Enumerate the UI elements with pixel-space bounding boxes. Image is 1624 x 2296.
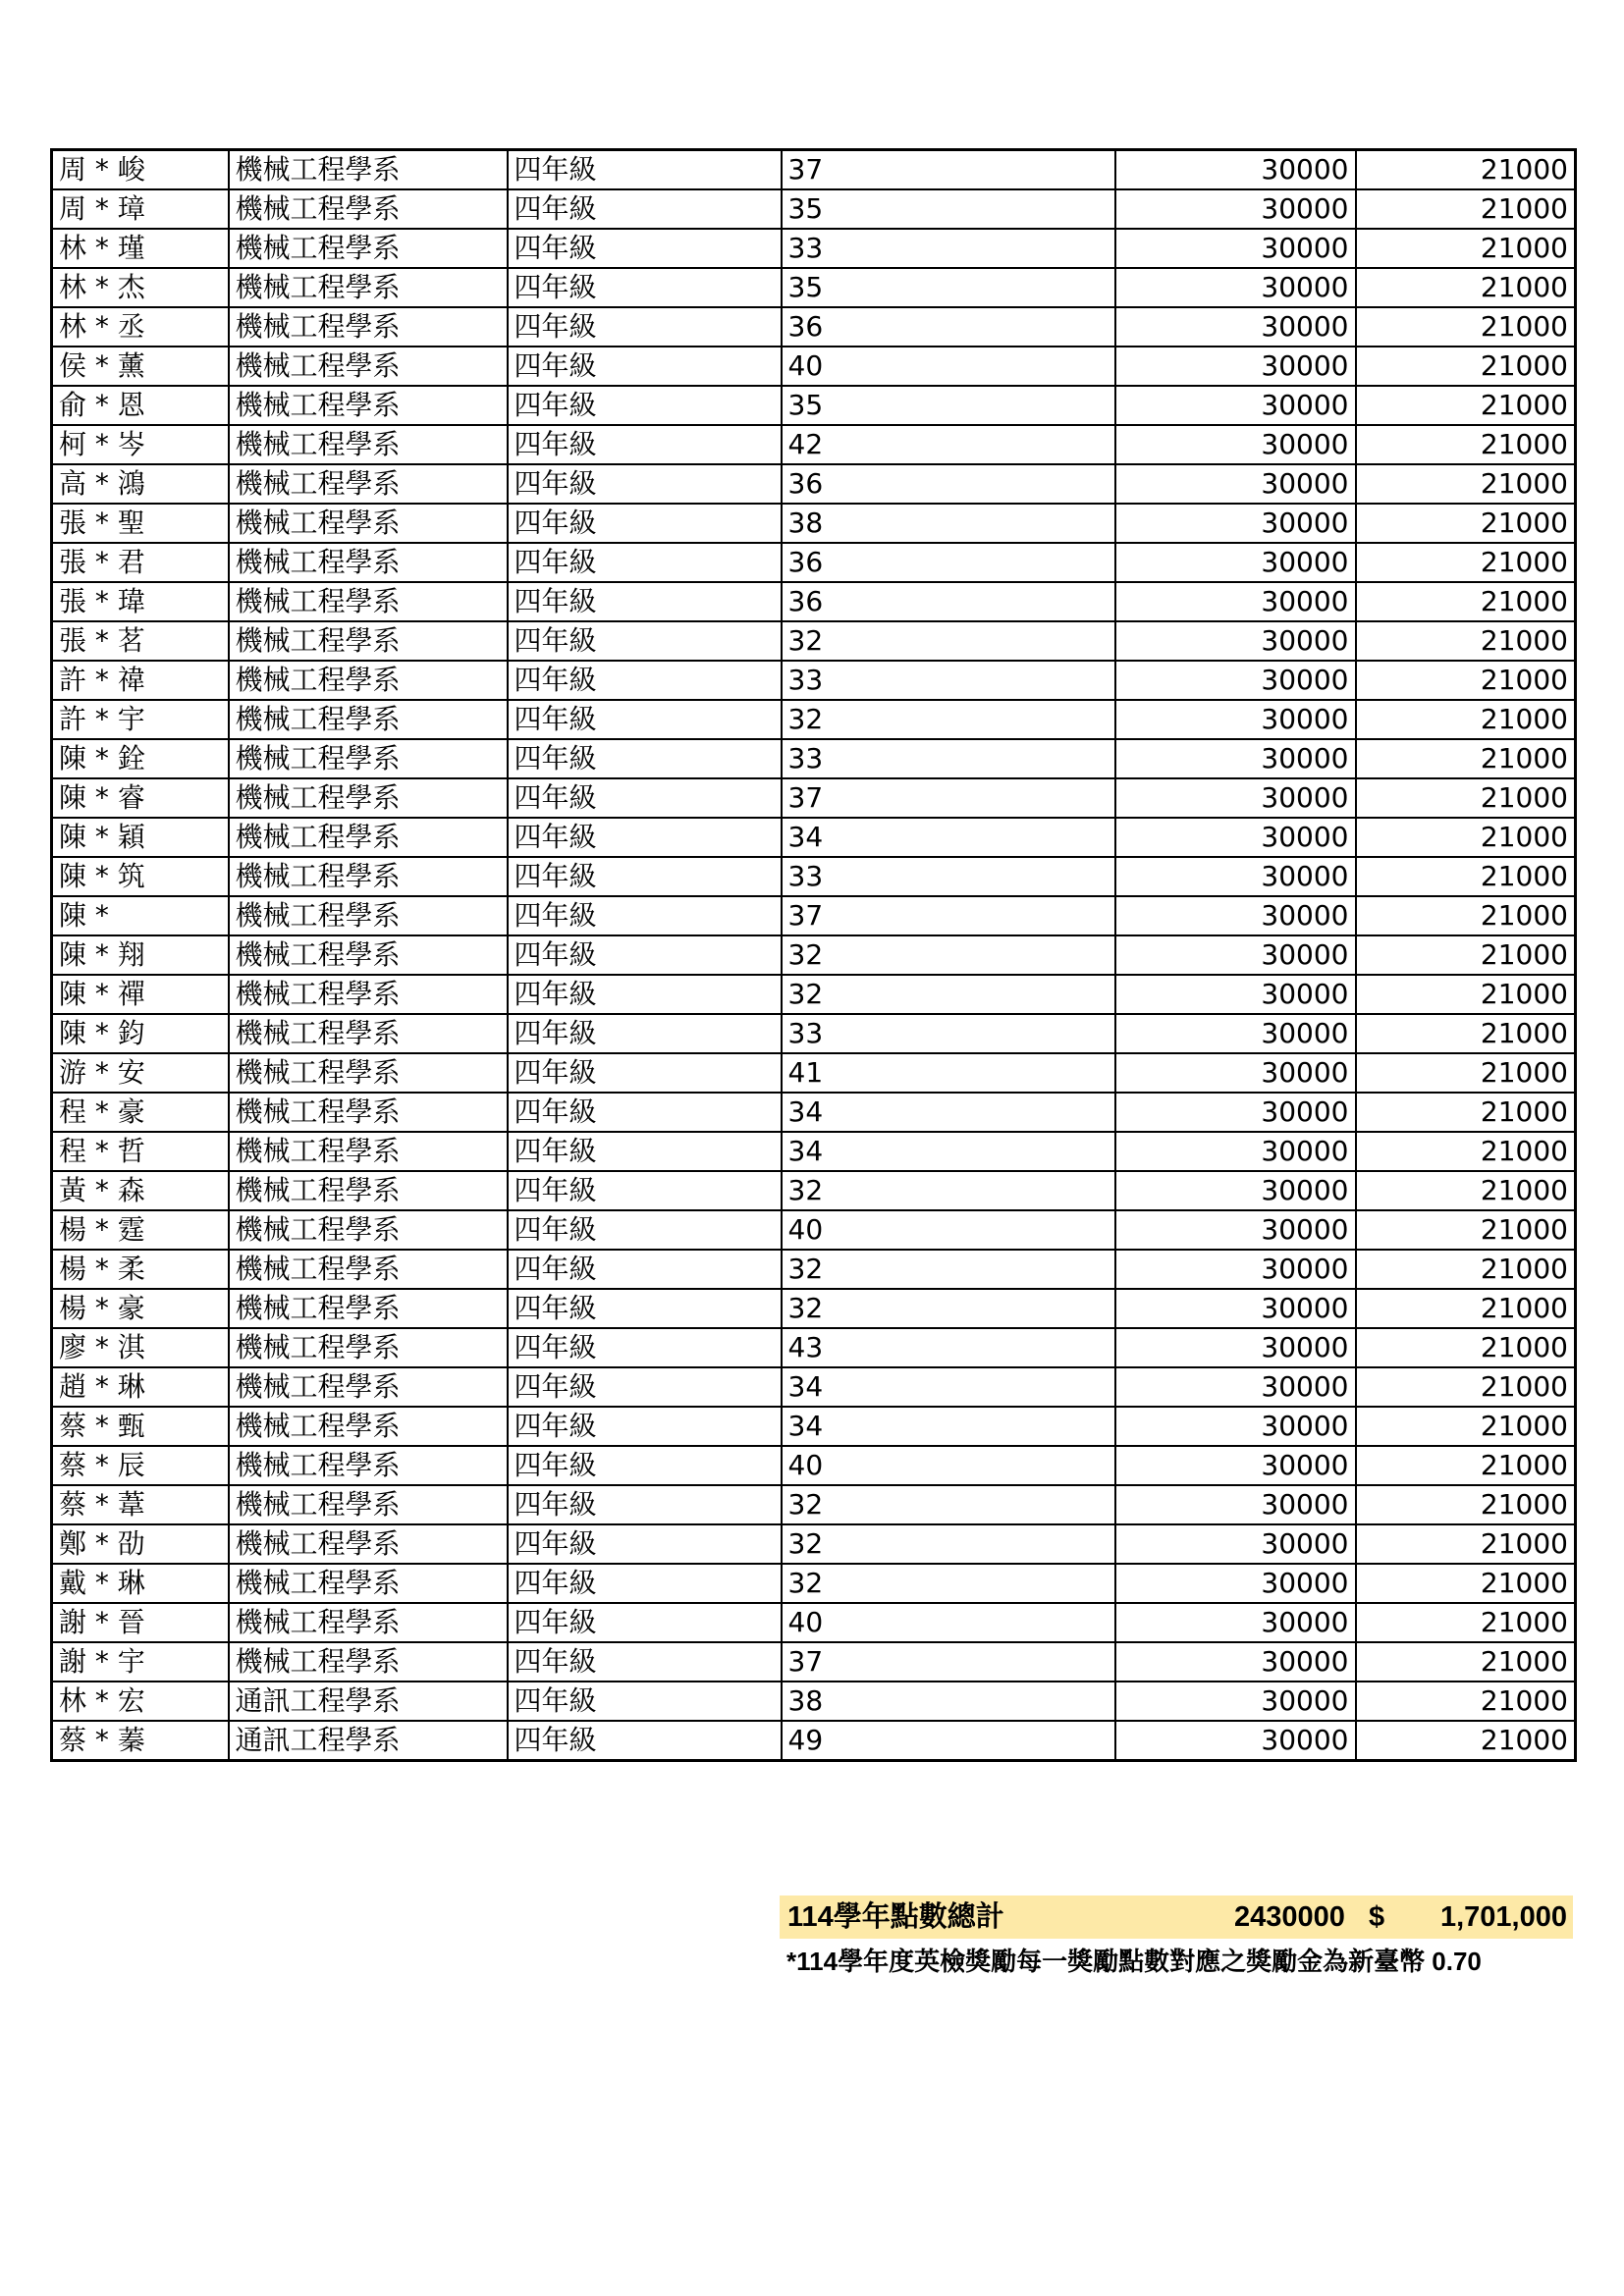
amount-cell: 21000 (1356, 268, 1576, 307)
department-cell: 機械工程學系 (229, 150, 508, 190)
score-cell: 35 (782, 189, 1115, 229)
grade-cell: 四年級 (508, 1250, 782, 1289)
table-row (52, 1328, 1576, 1367)
score-cell: 38 (782, 504, 1115, 543)
score-cell: 49 (782, 1721, 1115, 1761)
table-row (52, 582, 1576, 621)
student-name-cell: 楊 * 霆 (52, 1210, 229, 1250)
grade-cell: 四年級 (508, 1682, 782, 1721)
table-row (52, 189, 1576, 229)
student-name-cell: 陳 * 翔 (52, 935, 229, 975)
score-cell: 32 (782, 1524, 1115, 1564)
student-name-cell: 鄭 * 劭 (52, 1524, 229, 1564)
department-cell: 機械工程學系 (229, 425, 508, 464)
amount-cell: 21000 (1356, 818, 1576, 857)
department-cell: 機械工程學系 (229, 739, 508, 778)
table-row (52, 1524, 1576, 1564)
department-cell: 機械工程學系 (229, 935, 508, 975)
grade-cell: 四年級 (508, 1407, 782, 1446)
score-cell: 36 (782, 543, 1115, 582)
grade-cell: 四年級 (508, 425, 782, 464)
table-row (52, 1093, 1576, 1132)
amount-cell: 21000 (1356, 150, 1576, 190)
student-name-cell: 楊 * 豪 (52, 1289, 229, 1328)
score-cell: 33 (782, 661, 1115, 700)
points-cell: 30000 (1115, 1093, 1356, 1132)
student-name-cell: 周 * 峻 (52, 150, 229, 190)
department-cell: 機械工程學系 (229, 189, 508, 229)
table-row (52, 1367, 1576, 1407)
student-name-cell: 蔡 * 葦 (52, 1485, 229, 1524)
department-cell: 機械工程學系 (229, 1210, 508, 1250)
table-row (52, 1210, 1576, 1250)
grade-cell: 四年級 (508, 347, 782, 386)
amount-cell: 21000 (1356, 1053, 1576, 1093)
department-cell: 機械工程學系 (229, 1053, 508, 1093)
points-cell: 30000 (1115, 1053, 1356, 1093)
amount-cell: 21000 (1356, 1682, 1576, 1721)
table-row (52, 150, 1576, 190)
table-row (52, 1014, 1576, 1053)
points-cell: 30000 (1115, 464, 1356, 504)
amount-cell: 21000 (1356, 464, 1576, 504)
amount-cell: 21000 (1356, 1603, 1576, 1642)
score-cell: 34 (782, 818, 1115, 857)
grade-cell: 四年級 (508, 661, 782, 700)
student-name-cell: 柯 * 岑 (52, 425, 229, 464)
grade-cell: 四年級 (508, 386, 782, 425)
amount-cell: 21000 (1356, 896, 1576, 935)
department-cell: 機械工程學系 (229, 504, 508, 543)
score-cell: 40 (782, 1210, 1115, 1250)
department-cell: 機械工程學系 (229, 1328, 508, 1367)
student-name-cell: 廖 * 淇 (52, 1328, 229, 1367)
points-cell: 30000 (1115, 1603, 1356, 1642)
department-cell: 機械工程學系 (229, 1564, 508, 1603)
table-row (52, 1564, 1576, 1603)
points-cell: 30000 (1115, 935, 1356, 975)
score-cell: 32 (782, 1289, 1115, 1328)
points-cell: 30000 (1115, 1407, 1356, 1446)
student-name-cell: 陳 * 睿 (52, 778, 229, 818)
points-cell: 30000 (1115, 1485, 1356, 1524)
department-cell: 機械工程學系 (229, 582, 508, 621)
points-cell: 30000 (1115, 700, 1356, 739)
score-cell: 40 (782, 1603, 1115, 1642)
amount-cell: 21000 (1356, 504, 1576, 543)
student-name-cell: 許 * 禕 (52, 661, 229, 700)
amount-cell: 21000 (1356, 307, 1576, 347)
grade-cell: 四年級 (508, 778, 782, 818)
student-name-cell: 周 * 璋 (52, 189, 229, 229)
grade-cell: 四年級 (508, 1564, 782, 1603)
points-cell: 30000 (1115, 582, 1356, 621)
score-cell: 32 (782, 700, 1115, 739)
score-cell: 32 (782, 1485, 1115, 1524)
scholarship-table (50, 148, 1577, 1762)
table-row (52, 1289, 1576, 1328)
points-cell: 30000 (1115, 975, 1356, 1014)
score-cell: 32 (782, 935, 1115, 975)
grade-cell: 四年級 (508, 975, 782, 1014)
amount-cell: 21000 (1356, 1367, 1576, 1407)
department-cell: 機械工程學系 (229, 1132, 508, 1171)
student-name-cell: 許 * 宇 (52, 700, 229, 739)
table-row (52, 1132, 1576, 1171)
score-cell: 32 (782, 975, 1115, 1014)
grade-cell: 四年級 (508, 189, 782, 229)
score-cell: 33 (782, 739, 1115, 778)
student-name-cell: 俞 * 恩 (52, 386, 229, 425)
score-cell: 41 (782, 1053, 1115, 1093)
grade-cell: 四年級 (508, 1014, 782, 1053)
score-cell: 32 (782, 1171, 1115, 1210)
department-cell: 機械工程學系 (229, 1485, 508, 1524)
department-cell: 機械工程學系 (229, 268, 508, 307)
table-row (52, 1682, 1576, 1721)
points-cell: 30000 (1115, 1014, 1356, 1053)
total-summary-row (780, 1896, 1573, 1939)
amount-cell: 21000 (1356, 543, 1576, 582)
amount-cell: 21000 (1356, 661, 1576, 700)
amount-cell: 21000 (1356, 1210, 1576, 1250)
points-cell: 30000 (1115, 1171, 1356, 1210)
grade-cell: 四年級 (508, 307, 782, 347)
department-cell: 機械工程學系 (229, 1603, 508, 1642)
amount-cell: 21000 (1356, 1524, 1576, 1564)
student-name-cell: 陳 * 筑 (52, 857, 229, 896)
score-cell: 34 (782, 1132, 1115, 1171)
table-row (52, 1250, 1576, 1289)
grade-cell: 四年級 (508, 1171, 782, 1210)
score-cell: 33 (782, 857, 1115, 896)
table-row (52, 307, 1576, 347)
amount-cell: 21000 (1356, 347, 1576, 386)
grade-cell: 四年級 (508, 543, 782, 582)
student-name-cell: 蔡 * 甄 (52, 1407, 229, 1446)
table-row (52, 661, 1576, 700)
grade-cell: 四年級 (508, 1053, 782, 1093)
score-cell: 36 (782, 582, 1115, 621)
table-row (52, 818, 1576, 857)
grade-cell: 四年級 (508, 150, 782, 190)
grade-cell: 四年級 (508, 229, 782, 268)
department-cell: 機械工程學系 (229, 1446, 508, 1485)
department-cell: 機械工程學系 (229, 464, 508, 504)
table-row (52, 975, 1576, 1014)
currency-symbol: $ (1369, 1901, 1385, 1933)
points-cell: 30000 (1115, 1642, 1356, 1682)
grade-cell: 四年級 (508, 504, 782, 543)
points-cell: 30000 (1115, 1328, 1356, 1367)
score-cell: 35 (782, 386, 1115, 425)
score-cell: 40 (782, 1446, 1115, 1485)
table-row (52, 229, 1576, 268)
points-cell: 30000 (1115, 1524, 1356, 1564)
student-name-cell: 高 * 鴻 (52, 464, 229, 504)
amount-cell: 21000 (1356, 700, 1576, 739)
amount-cell: 21000 (1356, 621, 1576, 661)
grade-cell: 四年級 (508, 1210, 782, 1250)
grade-cell: 四年級 (508, 621, 782, 661)
score-cell: 43 (782, 1328, 1115, 1367)
points-cell: 30000 (1115, 229, 1356, 268)
points-cell: 30000 (1115, 1132, 1356, 1171)
amount-cell: 21000 (1356, 778, 1576, 818)
student-name-cell: 陳 * 穎 (52, 818, 229, 857)
grade-cell: 四年級 (508, 935, 782, 975)
department-cell: 機械工程學系 (229, 621, 508, 661)
department-cell: 機械工程學系 (229, 386, 508, 425)
table-row (52, 1171, 1576, 1210)
grade-cell: 四年級 (508, 268, 782, 307)
score-cell: 32 (782, 1564, 1115, 1603)
student-name-cell: 林 * 丞 (52, 307, 229, 347)
table-row (52, 386, 1576, 425)
points-cell: 30000 (1115, 268, 1356, 307)
grade-cell: 四年級 (508, 582, 782, 621)
department-cell: 機械工程學系 (229, 307, 508, 347)
amount-cell: 21000 (1356, 1289, 1576, 1328)
table-row (52, 1642, 1576, 1682)
score-cell: 34 (782, 1367, 1115, 1407)
student-name-cell: 侯 * 薰 (52, 347, 229, 386)
student-name-cell: 陳 * 銓 (52, 739, 229, 778)
points-cell: 30000 (1115, 857, 1356, 896)
department-cell: 機械工程學系 (229, 1367, 508, 1407)
grade-cell: 四年級 (508, 464, 782, 504)
points-cell: 30000 (1115, 661, 1356, 700)
department-cell: 機械工程學系 (229, 857, 508, 896)
grade-cell: 四年級 (508, 1446, 782, 1485)
table-row (52, 1485, 1576, 1524)
grade-cell: 四年級 (508, 896, 782, 935)
table-row (52, 1603, 1576, 1642)
department-cell: 機械工程學系 (229, 347, 508, 386)
table-row (52, 1721, 1576, 1761)
department-cell: 機械工程學系 (229, 229, 508, 268)
amount-cell: 21000 (1356, 1132, 1576, 1171)
footnote: *114學年度英檢獎勵每一獎勵點數對應之獎勵金為新臺幣 0.70 (786, 1947, 1482, 1976)
score-cell: 42 (782, 425, 1115, 464)
table-row (52, 347, 1576, 386)
amount-cell: 21000 (1356, 1564, 1576, 1603)
student-name-cell: 趙 * 琳 (52, 1367, 229, 1407)
student-name-cell: 謝 * 晉 (52, 1603, 229, 1642)
score-cell: 37 (782, 1642, 1115, 1682)
student-name-cell: 黃 * 森 (52, 1171, 229, 1210)
score-cell: 40 (782, 347, 1115, 386)
student-name-cell: 張 * 茗 (52, 621, 229, 661)
points-cell: 30000 (1115, 347, 1356, 386)
student-name-cell: 張 * 聖 (52, 504, 229, 543)
student-name-cell: 蔡 * 辰 (52, 1446, 229, 1485)
points-cell: 30000 (1115, 543, 1356, 582)
points-cell: 30000 (1115, 778, 1356, 818)
points-cell: 30000 (1115, 621, 1356, 661)
grade-cell: 四年級 (508, 700, 782, 739)
table-row (52, 464, 1576, 504)
department-cell: 機械工程學系 (229, 1250, 508, 1289)
table-row (52, 935, 1576, 975)
amount-cell: 21000 (1356, 1250, 1576, 1289)
department-cell: 機械工程學系 (229, 661, 508, 700)
amount-cell: 21000 (1356, 386, 1576, 425)
department-cell: 機械工程學系 (229, 1524, 508, 1564)
table-row (52, 739, 1576, 778)
amount-cell: 21000 (1356, 1721, 1576, 1761)
score-cell: 36 (782, 307, 1115, 347)
student-name-cell: 蔡 * 蓁 (52, 1721, 229, 1761)
points-cell: 30000 (1115, 739, 1356, 778)
student-name-cell: 陳 * 禪 (52, 975, 229, 1014)
amount-cell: 21000 (1356, 189, 1576, 229)
table-row (52, 700, 1576, 739)
points-cell: 30000 (1115, 896, 1356, 935)
student-name-cell: 游 * 安 (52, 1053, 229, 1093)
table-row (52, 543, 1576, 582)
student-name-cell: 程 * 哲 (52, 1132, 229, 1171)
table-row (52, 857, 1576, 896)
table-row (52, 504, 1576, 543)
grade-cell: 四年級 (508, 1093, 782, 1132)
score-cell: 33 (782, 1014, 1115, 1053)
grade-cell: 四年級 (508, 818, 782, 857)
student-name-cell: 林 * 宏 (52, 1682, 229, 1721)
table-row (52, 1446, 1576, 1485)
table-body (52, 150, 1576, 1761)
grade-cell: 四年級 (508, 739, 782, 778)
student-name-cell: 陳 * (52, 896, 229, 935)
amount-cell: 21000 (1356, 739, 1576, 778)
amount-cell: 21000 (1356, 1446, 1576, 1485)
amount-cell: 21000 (1356, 1328, 1576, 1367)
points-cell: 30000 (1115, 1250, 1356, 1289)
amount-cell: 21000 (1356, 1642, 1576, 1682)
grade-cell: 四年級 (508, 1721, 782, 1761)
score-cell: 36 (782, 464, 1115, 504)
amount-cell: 21000 (1356, 1407, 1576, 1446)
grade-cell: 四年級 (508, 857, 782, 896)
student-name-cell: 張 * 瑋 (52, 582, 229, 621)
amount-cell: 21000 (1356, 857, 1576, 896)
points-cell: 30000 (1115, 1721, 1356, 1761)
department-cell: 通訊工程學系 (229, 1682, 508, 1721)
student-name-cell: 林 * 瑾 (52, 229, 229, 268)
student-name-cell: 謝 * 宇 (52, 1642, 229, 1682)
department-cell: 機械工程學系 (229, 778, 508, 818)
amount-cell: 21000 (1356, 229, 1576, 268)
score-cell: 38 (782, 1682, 1115, 1721)
points-cell: 30000 (1115, 504, 1356, 543)
points-cell: 30000 (1115, 1564, 1356, 1603)
grade-cell: 四年級 (508, 1289, 782, 1328)
amount-cell: 21000 (1356, 975, 1576, 1014)
score-cell: 35 (782, 268, 1115, 307)
amount-cell: 21000 (1356, 1093, 1576, 1132)
amount-cell: 21000 (1356, 1171, 1576, 1210)
score-cell: 34 (782, 1093, 1115, 1132)
points-cell: 30000 (1115, 1682, 1356, 1721)
student-name-cell: 程 * 豪 (52, 1093, 229, 1132)
student-name-cell: 戴 * 琳 (52, 1564, 229, 1603)
department-cell: 機械工程學系 (229, 975, 508, 1014)
table-row (52, 425, 1576, 464)
grade-cell: 四年級 (508, 1328, 782, 1367)
points-cell: 30000 (1115, 425, 1356, 464)
grade-cell: 四年級 (508, 1642, 782, 1682)
amount-cell: 21000 (1356, 582, 1576, 621)
department-cell: 機械工程學系 (229, 700, 508, 739)
department-cell: 機械工程學系 (229, 1289, 508, 1328)
points-cell: 30000 (1115, 189, 1356, 229)
table-row (52, 1407, 1576, 1446)
score-cell: 34 (782, 1407, 1115, 1446)
department-cell: 機械工程學系 (229, 1014, 508, 1053)
amount-cell: 21000 (1356, 1014, 1576, 1053)
score-cell: 33 (782, 229, 1115, 268)
amount-cell: 21000 (1356, 935, 1576, 975)
student-name-cell: 陳 * 鈞 (52, 1014, 229, 1053)
score-cell: 32 (782, 1250, 1115, 1289)
points-cell: 30000 (1115, 1289, 1356, 1328)
table-row (52, 896, 1576, 935)
score-cell: 37 (782, 150, 1115, 190)
total-label: 114學年點數總計 (787, 1901, 1004, 1933)
points-cell: 30000 (1115, 1210, 1356, 1250)
score-cell: 37 (782, 896, 1115, 935)
total-points: 2430000 (1234, 1901, 1345, 1933)
grade-cell: 四年級 (508, 1603, 782, 1642)
student-name-cell: 楊 * 柔 (52, 1250, 229, 1289)
grade-cell: 四年級 (508, 1524, 782, 1564)
amount-cell: 21000 (1356, 425, 1576, 464)
total-amount: 1,701,000 (1439, 1901, 1567, 1933)
points-cell: 30000 (1115, 386, 1356, 425)
score-cell: 32 (782, 621, 1115, 661)
table-row (52, 621, 1576, 661)
department-cell: 機械工程學系 (229, 1093, 508, 1132)
points-cell: 30000 (1115, 1367, 1356, 1407)
table-row (52, 778, 1576, 818)
amount-cell: 21000 (1356, 1485, 1576, 1524)
department-cell: 機械工程學系 (229, 896, 508, 935)
points-cell: 30000 (1115, 307, 1356, 347)
department-cell: 機械工程學系 (229, 818, 508, 857)
department-cell: 通訊工程學系 (229, 1721, 508, 1761)
points-cell: 30000 (1115, 1446, 1356, 1485)
department-cell: 機械工程學系 (229, 1171, 508, 1210)
department-cell: 機械工程學系 (229, 1407, 508, 1446)
grade-cell: 四年級 (508, 1485, 782, 1524)
points-cell: 30000 (1115, 150, 1356, 190)
score-cell: 37 (782, 778, 1115, 818)
department-cell: 機械工程學系 (229, 543, 508, 582)
grade-cell: 四年級 (508, 1367, 782, 1407)
student-name-cell: 張 * 君 (52, 543, 229, 582)
student-name-cell: 林 * 杰 (52, 268, 229, 307)
points-cell: 30000 (1115, 818, 1356, 857)
table-row (52, 1053, 1576, 1093)
department-cell: 機械工程學系 (229, 1642, 508, 1682)
grade-cell: 四年級 (508, 1132, 782, 1171)
table-row (52, 268, 1576, 307)
